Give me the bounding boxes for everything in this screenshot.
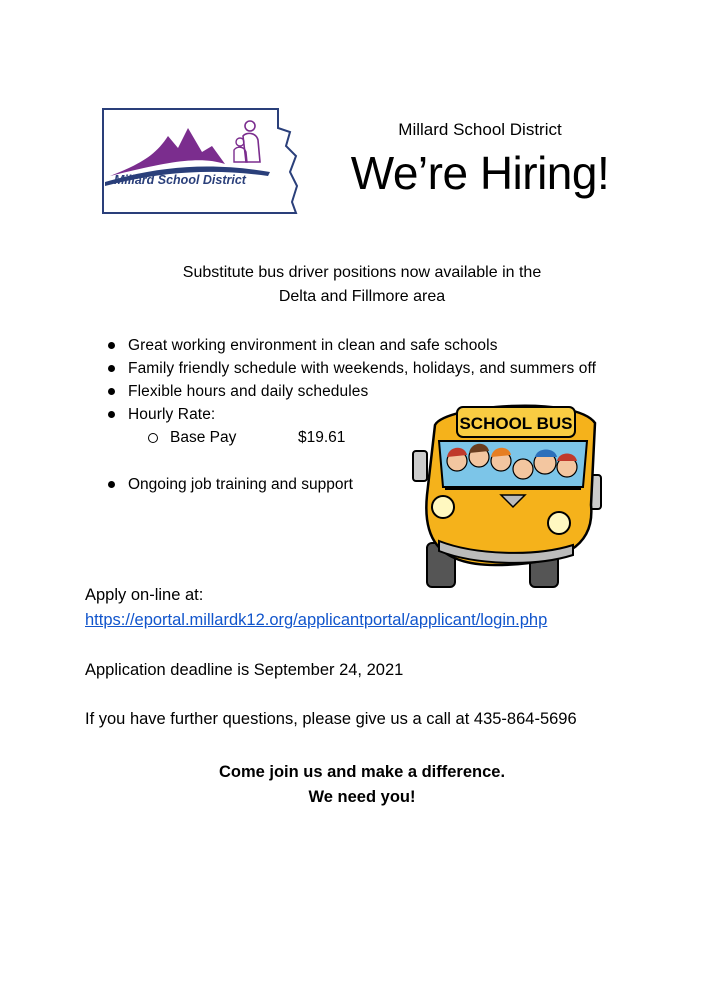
intro-line-2: Delta and Fillmore area	[278, 288, 446, 305]
closing-message	[100, 760, 624, 810]
circle-bullet-icon	[148, 433, 158, 443]
closing-line-1: Come join us and make a difference.	[218, 763, 506, 781]
bullet-icon	[108, 342, 115, 349]
intro-text	[100, 261, 624, 309]
list-item: Family friendly schedule with weekends, holidays, and summers off	[105, 358, 645, 381]
logo-graphic	[100, 106, 300, 216]
bullet-icon	[108, 411, 115, 418]
questions-text: If you have further questions, please give us a call at 435-864-5696	[85, 710, 577, 728]
deadline-text: Application deadline is September 24, 2021	[85, 661, 404, 679]
district-logo	[100, 106, 300, 216]
school-bus-icon	[405, 395, 615, 595]
list-item: Hourly Rate:	[105, 404, 645, 427]
application-link[interactable]: https://eportal.millardk12.org/applicantportal/applicant/login.php	[85, 611, 548, 629]
school-bus-image	[405, 395, 615, 595]
intro-line-1: Substitute bus driver positions now available in the	[182, 264, 542, 281]
bullet-icon	[108, 481, 115, 488]
logo-text: Millard School District	[114, 173, 246, 187]
list-item: Flexible hours and daily schedules	[105, 381, 645, 404]
list-item: Great working environment in clean and safe schools	[105, 335, 645, 358]
apply-label: Apply on-line at:	[85, 586, 204, 604]
page-title: We’re Hiring!	[350, 147, 610, 199]
list-item: Ongoing job training and support	[105, 474, 353, 496]
bullet-icon	[108, 365, 115, 372]
bus-sign-text: SCHOOL BUS	[459, 414, 573, 433]
district-name: Millard School District	[398, 120, 562, 139]
bullet-icon	[108, 388, 115, 395]
rate-value: $19.61	[298, 429, 346, 446]
closing-line-2: We need you!	[308, 788, 416, 806]
rate-label: Base Pay	[170, 429, 237, 446]
